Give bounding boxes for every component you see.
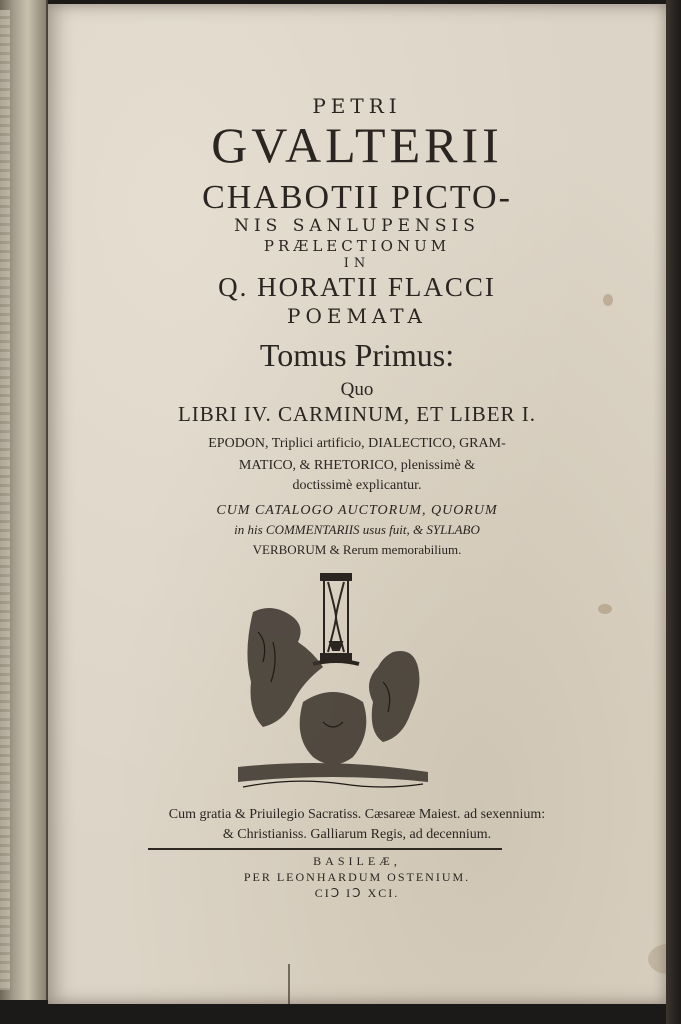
paper-stain xyxy=(603,294,613,306)
work-title-line: PRÆLECTIONUM xyxy=(263,237,451,255)
subject-title: POEMATA xyxy=(287,304,427,328)
left-page-edge xyxy=(0,0,48,1000)
description-line-3: doctissimè explicantur. xyxy=(292,478,422,493)
paper-crease xyxy=(288,964,290,1004)
paper-stain xyxy=(598,604,612,614)
author-first-name: PETRI xyxy=(312,94,402,118)
catalog-line-2: in his COMMENTARIIS usus fuit, & SYLLABO xyxy=(234,522,480,537)
author-name: GVALTERII xyxy=(211,117,503,173)
privilege-line-2: & Christianiss. Galliarum Regis, ad decennium. xyxy=(222,827,492,842)
author-line-3: CHABOTII PICTO- xyxy=(202,179,512,216)
privilege-line-1: Cum gratia & Priuilegio Sacratiss. Cæsareæ Maiest. ad sexennium: xyxy=(168,807,546,822)
page-edges xyxy=(0,10,10,990)
title-page xyxy=(48,4,666,1004)
right-book-edge xyxy=(666,0,681,1024)
quo-line: Quo xyxy=(340,379,374,400)
imprint-year: CIↃ IↃ XCI. xyxy=(314,886,400,900)
printers-device-icon xyxy=(233,572,433,792)
description-line-1: EPODON, Triplici artificio, DIALECTICO, GRAM- xyxy=(208,436,506,451)
author-line-4: NIS SANLUPENSIS xyxy=(234,216,480,236)
catalog-line-3: VERBORUM & Rerum memorabilium. xyxy=(252,542,462,557)
description-line-2: MATICO, & RHETORICO, plenissimè & xyxy=(238,458,476,473)
catalog-line-1: CUM CATALOGO AUCTORUM, QUORUM xyxy=(216,503,498,518)
volume-title: Tomus Primus: xyxy=(259,337,455,373)
imprint-city: BASILEÆ, xyxy=(313,854,401,868)
subject-author: Q. HORATII FLACCI xyxy=(218,272,496,302)
contents-line: LIBRI IV. CARMINUM, ET LIBER I. xyxy=(177,402,537,426)
imprint-printer: PER LEONHARDUM OSTENIUM. xyxy=(243,870,471,884)
preposition-line: IN xyxy=(343,256,371,271)
divider-rule xyxy=(148,848,502,850)
